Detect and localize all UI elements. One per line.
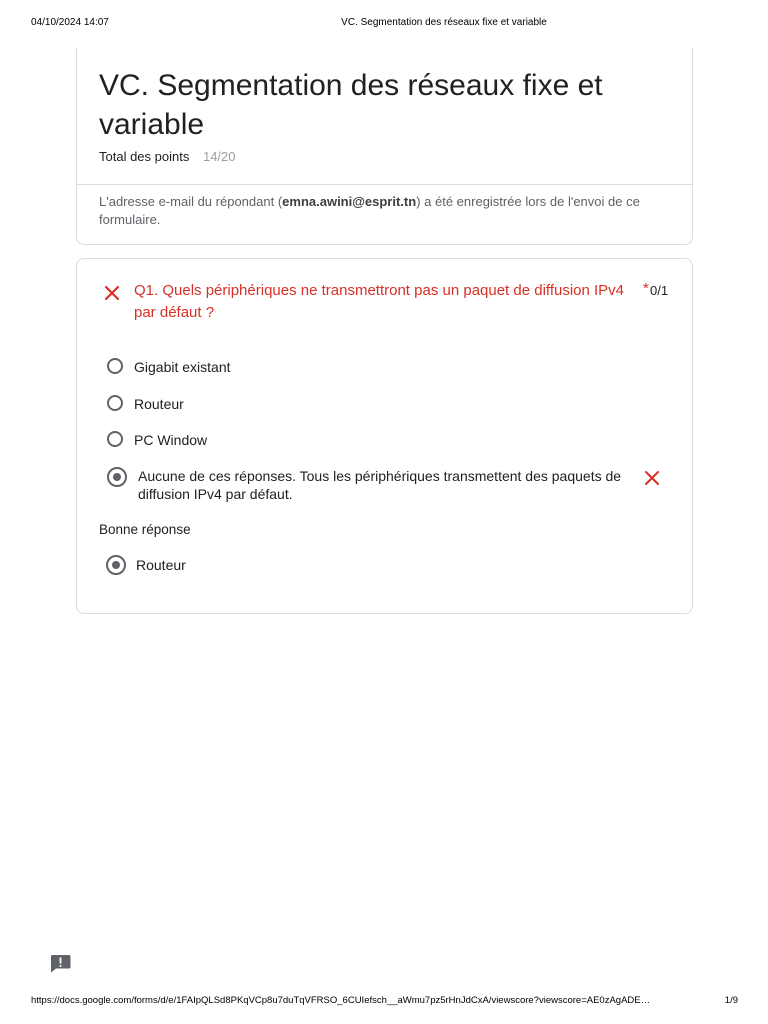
email-notice (99, 193, 674, 229)
question-score: 0/1 (650, 283, 669, 298)
respondent-email: emna.awini@esprit.tn (282, 194, 417, 209)
option-routeur[interactable] (107, 395, 184, 413)
radio-button-selected[interactable] (107, 467, 127, 487)
correct-answer-heading: Bonne réponse (99, 522, 191, 537)
option-pc-window[interactable] (107, 431, 207, 449)
points-label: Total des points (99, 149, 190, 164)
print-title: VC. Segmentation des réseaux fixe et variable (341, 17, 547, 28)
feedback-icon[interactable] (50, 954, 71, 973)
print-page-number: 1/9 (724, 995, 738, 1006)
question-title: Q1. Quels périphériques ne transmettront pas un paquet de diffusion IPv4 par défaut ? (134, 282, 625, 321)
radio-button[interactable] (107, 395, 123, 411)
form-title: VC. Segmentation des réseaux fixe et variable (99, 69, 603, 141)
form-header-card (76, 48, 693, 245)
radio-button[interactable] (107, 358, 123, 374)
question-card (76, 258, 693, 614)
close-icon (103, 284, 121, 302)
radio-button[interactable] (107, 431, 123, 447)
total-points (99, 149, 236, 164)
option-label: PC Window (134, 432, 208, 448)
email-prefix: L'adresse e-mail du répondant ( (99, 194, 283, 209)
email-suffix: ) a été enregistrée lors de l'envoi de ce formulaire. (99, 194, 640, 227)
close-icon (644, 470, 660, 486)
required-asterisk: * (643, 280, 649, 297)
divider (77, 184, 692, 185)
option-gigabit-existant[interactable] (107, 358, 231, 376)
radio-button-selected (106, 555, 126, 575)
points-value: 14/20 (202, 149, 236, 164)
option-aucune[interactable] (107, 467, 643, 503)
option-label: Routeur (134, 396, 184, 412)
correct-answer-option (106, 555, 186, 575)
print-url: https://docs.google.com/forms/d/e/1FAIpQLSd8PKqVCp8u7duTqVFRSO_6CUIefsch__aWmu7pz5rHnJdCxA/viewscore?viewscore=AE0zAgADE… (31, 995, 651, 1006)
correct-answer-label: Routeur (136, 557, 186, 573)
print-date: 04/10/2024 14:07 (31, 17, 109, 28)
option-label: Gigabit existant (134, 359, 231, 375)
option-label: Aucune de ces réponses. Tous les périphériques transmettent des paquets de diffusion IPv4 par défaut. (138, 468, 622, 502)
